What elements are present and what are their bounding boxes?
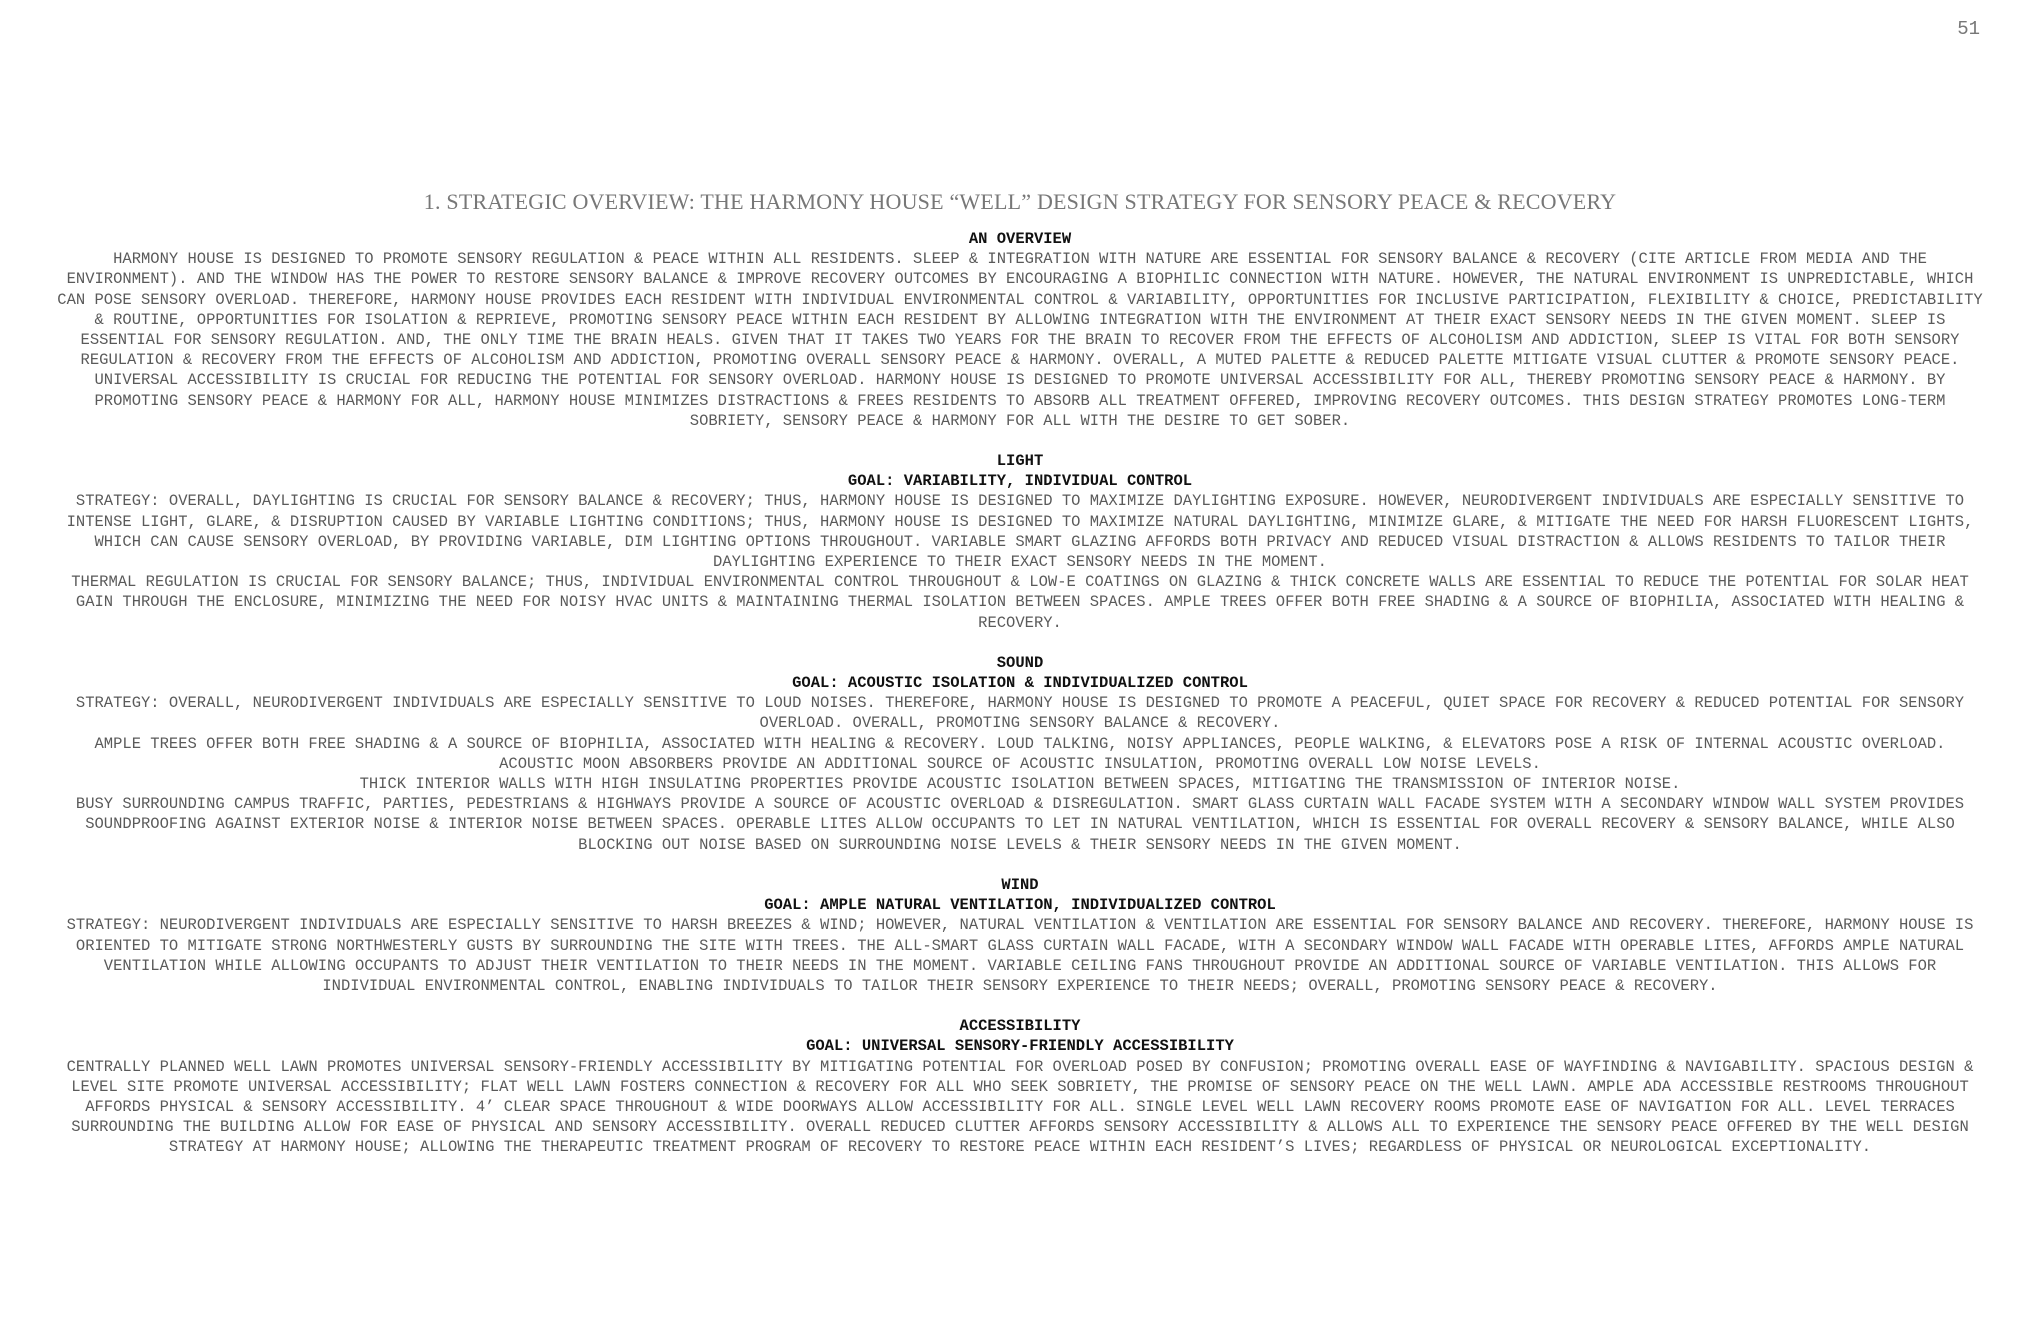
wind-heading: WIND bbox=[1001, 875, 1039, 894]
accessibility-paragraph: CENTRALLY PLANNED WELL LAWN PROMOTES UNIVERSAL SENSORY-FRIENDLY ACCESSIBILITY BY MITIGATING POTENTIAL FOR OVERLOAD POSED BY CONFUSION; PROMOTING OVERALL EASE OF WAYFINDING & NAVIGABILITY. SPACIOUS DESIGN & LEVEL SITE PROMOTE UNIVERSAL ACCESSIBILITY; FLAT WELL LAWN FOSTERS CONNECTION & RECOVERY FOR ALL WHO SEEK SOBRIETY, THE PROMISE OF SENSORY PEACE ON THE WELL LAWN. AMPLE ADA ACCESSIBLE RESTROOMS THROUGHOUT AFFORDS PHYSICAL & SENSORY ACCESSIBILITY. 4’ CLEAR SPACE THROUGHOUT & WIDE DOORWAYS ALLOW ACCESSIBILITY FOR ALL. SINGLE LEVEL WELL LAWN RECOVERY ROOMS PROMOTE EASE OF NAVIGATION FOR ALL. LEVEL TERRACES SURROUNDING THE BUILDING ALLOW FOR EASE OF PHYSICAL AND SENSORY ACCESSIBILITY. OVERALL REDUCED CLUTTER AFFORDS SENSORY ACCESSIBILITY & ALLOWS ALL TO EXPERIENCE THE SENSORY PEACE OFFERED BY THE WELL DESIGN STRATEGY AT HARMONY HOUSE; ALLOWING THE THERAPEUTIC TREATMENT PROGRAM OF RECOVERY TO RESTORE PEACE WITHIN EACH RESIDENT’S LIVES; REGARDLESS OF PHYSICAL OR NEUROLOGICAL EXCEPTIONALITY. bbox=[66, 1057, 1974, 1157]
sound-paragraph-walls: THICK INTERIOR WALLS WITH HIGH INSULATING PROPERTIES PROVIDE ACOUSTIC ISOLATION BETWEEN SPACES, MITIGATING THE TRANSMISSION OF INTERIOR NOISE. bbox=[359, 775, 1681, 794]
page-number: 51 bbox=[1957, 18, 1980, 40]
overview-heading: AN OVERVIEW bbox=[968, 230, 1072, 248]
accessibility-goal: GOAL: UNIVERSAL SENSORY-FRIENDLY ACCESSIBILITY bbox=[806, 1037, 1234, 1056]
wind-section bbox=[55, 875, 1985, 996]
light-goal: GOAL: VARIABILITY, INDIVIDUAL CONTROL bbox=[847, 472, 1193, 491]
sound-paragraph-strategy: STRATEGY: OVERALL, NEURODIVERGENT INDIVIDUALS ARE ESPECIALLY SENSITIVE TO LOUD NOISES. THEREFORE, HARMONY HOUSE IS DESIGNED TO PROMOTE A PEACEFUL, QUIET SPACE FOR RECOVERY & REDUCED POTENTIAL FOR SENSORY OVERLOAD. OVERALL, PROMOTING SENSORY BALANCE & RECOVERY. bbox=[75, 694, 1965, 733]
document-body bbox=[55, 188, 1985, 1178]
light-paragraph-thermal: THERMAL REGULATION IS CRUCIAL FOR SENSORY BALANCE; THUS, INDIVIDUAL ENVIRONMENTAL CONTROL THROUGHOUT & LOW-E COATINGS ON GLAZING & THICK CONCRETE WALLS ARE ESSENTIAL TO REDUCE THE POTENTIAL FOR SOLAR HEAT GAIN THROUGH THE ENCLOSURE, MINIMIZING THE NEED FOR NOISY HVAC UNITS & MAINTAINING THERMAL ISOLATION BETWEEN SPACES. AMPLE TREES OFFER BOTH FREE SHADING & A SOURCE OF BIOPHILIA, ASSOCIATED WITH HEALING & RECOVERY. bbox=[71, 573, 1969, 632]
accessibility-heading: ACCESSIBILITY bbox=[959, 1017, 1081, 1036]
sound-goal: GOAL: ACOUSTIC ISOLATION & INDIVIDUALIZED CONTROL bbox=[792, 674, 1248, 693]
sound-paragraph-trees: AMPLE TREES OFFER BOTH FREE SHADING & A SOURCE OF BIOPHILIA, ASSOCIATED WITH HEALING & RECOVERY. LOUD TALKING, NOISY APPLIANCES, PEOPLE WALKING, & ELEVATORS POSE A RISK OF INTERNAL ACOUSTIC OVERLOAD. ACOUSTIC MOON ABSORBERS PROVIDE AN ADDITIONAL SOURCE OF ACOUSTIC INSULATION, PROMOTING OVERALL LOW NOISE LEVELS. bbox=[94, 734, 1946, 773]
light-paragraph-strategy: STRATEGY: OVERALL, DAYLIGHTING IS CRUCIAL FOR SENSORY BALANCE & RECOVERY; THUS, HARMONY HOUSE IS DESIGNED TO MAXIMIZE DAYLIGHTING EXPOSURE. HOWEVER, NEURODIVERGENT INDIVIDUALS ARE ESPECIALLY SENSITIVE TO INTENSE LIGHT, GLARE, & DISRUPTION CAUSED BY VARIABLE LIGHTING CONDITIONS; THUS, HARMONY HOUSE IS DESIGNED TO MAXIMIZE NATURAL DAYLIGHTING, MINIMIZE GLARE, & MITIGATE THE NEED FOR HARSH FLUORESCENT LIGHTS, WHICH CAN CAUSE SENSORY OVERLOAD, BY PROVIDING VARIABLE, DIM LIGHTING OPTIONS THROUGHOUT. VARIABLE SMART GLAZING AFFORDS BOTH PRIVACY AND REDUCED VISUAL DISTRACTION & ALLOWS RESIDENTS TO TAILOR THEIR DAYLIGHTING EXPERIENCE TO THEIR EXACT SENSORY NEEDS IN THE MOMENT. bbox=[66, 492, 1974, 572]
wind-paragraph-strategy: STRATEGY: NEURODIVERGENT INDIVIDUALS ARE ESPECIALLY SENSITIVE TO HARSH BREEZES & WIND; HOWEVER, NATURAL VENTILATION & VENTILATION ARE ESSENTIAL FOR SENSORY BALANCE AND RECOVERY. THEREFORE, HARMONY HOUSE IS ORIENTED TO MITIGATE STRONG NORTHWESTERLY GUSTS BY SURROUNDING THE SITE WITH TREES. THE ALL-SMART GLASS CURTAIN WALL FACADE, WITH A SECONDARY WINDOW WALL FACADE WITH OPERABLE LITES, AFFORDS AMPLE NATURAL VENTILATION WHILE ALLOWING OCCUPANTS TO ADJUST THEIR VENTILATION TO THEIR NEEDS IN THE MOMENT. VARIABLE CEILING FANS THROUGHOUT PROVIDE AN ADDITIONAL SOURCE OF VARIABLE VENTILATION. THIS ALLOWS FOR INDIVIDUAL ENVIRONMENTAL CONTROL, ENABLING INDIVIDUALS TO TAILOR THEIR SENSORY EXPERIENCE TO THEIR NEEDS; OVERALL, PROMOTING SENSORY PEACE & RECOVERY. bbox=[66, 916, 1974, 995]
light-heading: LIGHT bbox=[996, 452, 1044, 471]
sound-heading: SOUND bbox=[996, 653, 1044, 672]
light-section bbox=[55, 451, 1985, 633]
wind-goal: GOAL: AMPLE NATURAL VENTILATION, INDIVIDUALIZED CONTROL bbox=[764, 896, 1276, 915]
accessibility-section bbox=[55, 1016, 1985, 1157]
page-title: 1. STRATEGIC OVERVIEW: THE HARMONY HOUSE “WELL” DESIGN STRATEGY FOR SENSORY PEACE & RECOVERY bbox=[423, 189, 1617, 214]
overview-paragraph: HARMONY HOUSE IS DESIGNED TO PROMOTE SENSORY REGULATION & PEACE WITHIN ALL RESIDENTS. SLEEP & INTEGRATION WITH NATURE ARE ESSENTIAL FOR SENSORY BALANCE & RECOVERY (CITE ARTICLE FROM MEDIA AND THE ENVIRONMENT). AND THE WINDOW HAS THE POWER TO RESTORE SENSORY BALANCE & IMPROVE RECOVERY OUTCOMES BY ENCOURAGING A BIOPHILIC CONNECTION WITH NATURE. HOWEVER, THE NATURAL ENVIRONMENT IS UNPREDICTABLE, WHICH CAN POSE SENSORY OVERLOAD. THEREFORE, HARMONY HOUSE PROVIDES EACH RESIDENT WITH INDIVIDUAL ENVIRONMENTAL CONTROL & VARIABILITY, OPPORTUNITIES FOR INCLUSIVE PARTICIPATION, FLEXIBILITY & CHOICE, PREDICTABILITY & ROUTINE, OPPORTUNITIES FOR ISOLATION & REPRIEVE, PROMOTING SENSORY PEACE WITHIN EACH RESIDENT BY ALLOWING INTEGRATION WITH THE ENVIRONMENT AT THEIR EXACT SENSORY NEEDS IN THE GIVEN MOMENT. SLEEP IS ESSENTIAL FOR SENSORY REGULATION. AND, THE ONLY TIME THE BRAIN HEALS. GIVEN THAT IT TAKES TWO YEARS FOR THE BRAIN TO RECOVER FROM THE EFFECTS OF ALCOHOLISM AND ADDICTION, SLEEP IS VITAL FOR BOTH SENSORY REGULATION & RECOVERY FROM THE EFFECTS OF ALCOHOLISM AND ADDICTION, PROMOTING OVERALL SENSORY PEACE & HARMONY. OVERALL, A MUTED PALETTE & REDUCED PALETTE MITIGATE VISUAL CLUTTER & PROMOTE SENSORY PEACE. UNIVERSAL ACCESSIBILITY IS CRUCIAL FOR REDUCING THE POTENTIAL FOR SENSORY OVERLOAD. HARMONY HOUSE IS DESIGNED TO PROMOTE UNIVERSAL ACCESSIBILITY FOR ALL, THEREBY PROMOTING SENSORY PEACE & HARMONY. BY PROMOTING SENSORY PEACE & HARMONY FOR ALL, HARMONY HOUSE MINIMIZES DISTRACTIONS & FREES RESIDENTS TO ABSORB ALL TREATMENT OFFERED, IMPROVING RECOVERY OUTCOMES. THIS DESIGN STRATEGY PROMOTES LONG-TERM SOBRIETY, SENSORY PEACE & HARMONY FOR ALL WITH THE DESIRE TO GET SOBER. bbox=[57, 250, 1983, 430]
overview-section bbox=[55, 229, 1985, 431]
sound-section bbox=[55, 653, 1985, 855]
sound-paragraph-traffic: BUSY SURROUNDING CAMPUS TRAFFIC, PARTIES, PEDESTRIANS & HIGHWAYS PROVIDE A SOURCE OF ACOUSTIC OVERLOAD & DISREGULATION. SMART GLASS CURTAIN WALL FACADE SYSTEM WITH A SECONDARY WINDOW WALL SYSTEM PROVIDES SOUNDPROOFING AGAINST EXTERIOR NOISE & INTERIOR NOISE BETWEEN SPACES. OPERABLE LITES ALLOW OCCUPANTS TO LET IN NATURAL VENTILATION, WHICH IS ESSENTIAL FOR OVERALL RECOVERY & SENSORY BALANCE, WHILE ALSO BLOCKING OUT NOISE BASED ON SURROUNDING NOISE LEVELS & THEIR SENSORY NEEDS IN THE GIVEN MOMENT. bbox=[75, 795, 1965, 854]
